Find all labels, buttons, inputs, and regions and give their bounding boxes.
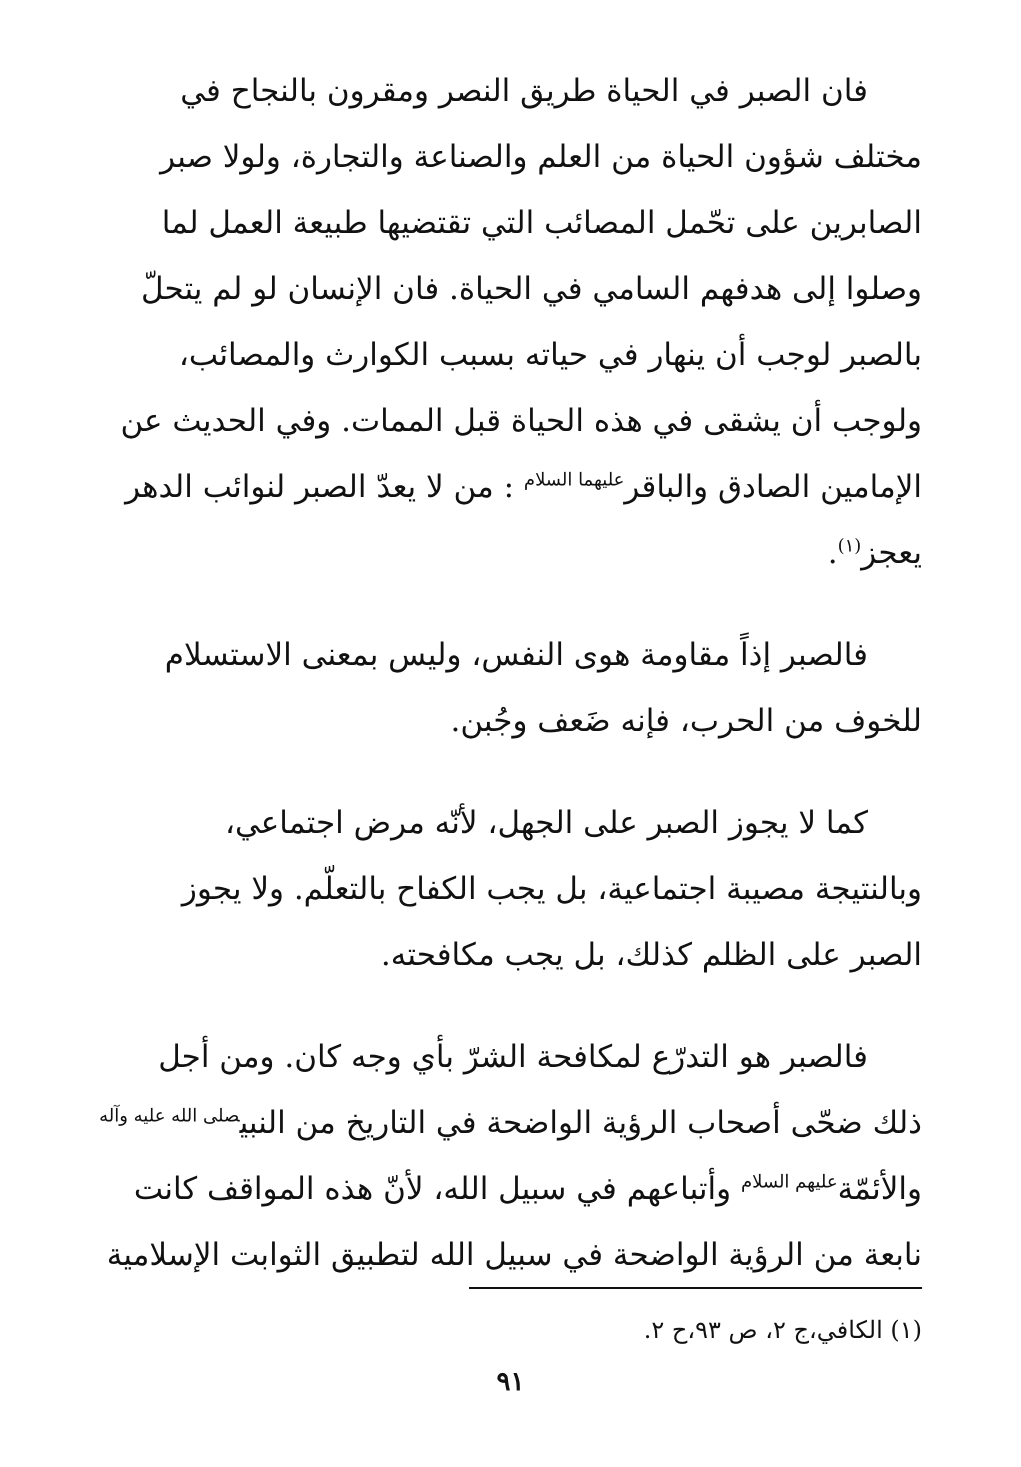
paragraph-4-line-3-end: وأتباعهم في سبيل الله، لأنّ هذه المواقف كانت	[133, 1171, 741, 1207]
paragraph-1-line-5: بالصبر لوجب أن ينهار في حياته بسبب الكوارث والمصائب،	[178, 337, 922, 373]
footnote-separator	[469, 1287, 922, 1289]
paragraph-3-line-3: الصبر على الظلم كذلك، بل يجب مكافحته.	[380, 937, 922, 973]
paragraph-3	[98, 790, 922, 988]
paragraph-1	[98, 58, 922, 586]
paragraph-1-line-8-end: .	[827, 535, 838, 571]
paragraph-3-line-1: كما لا يجوز الصبر على الجهل، لأنّه مرض اجتماعي،	[224, 805, 868, 841]
paragraph-2	[98, 622, 922, 754]
paragraph-4-line-1: فالصبر هو التدرّع لمكافحة الشرّ بأي وجه كان. ومن أجل	[158, 1039, 868, 1075]
honorific-mark: عليهم السلام	[741, 1171, 838, 1193]
footnote: (١) الكافي،ج ٢، ص ٩٣،ح ٢.	[643, 1316, 922, 1344]
paragraph-gap	[98, 988, 922, 1024]
paragraph-4-line-3-start: والأئمّة	[837, 1171, 922, 1207]
honorific-mark: صلى الله عليه وآله	[99, 1105, 240, 1127]
paragraph-2-line-1: فالصبر إذاً مقاومة هوى النفس، وليس بمعنى الاستسلام	[164, 637, 868, 673]
paragraph-4-line-2: ذلك ضحّى أصحاب الرؤية الواضحة في التاريخ من النبي	[239, 1105, 922, 1141]
paragraph-1-line-8: يعجز	[861, 535, 922, 571]
paragraph-1-line-6: ولوجب أن يشقى في هذه الحياة قبل الممات. وفي الحديث عن	[120, 403, 922, 439]
page-number: ٩١	[496, 1367, 525, 1397]
paragraph-1-line-7-start: الإمامين الصادق والباقر	[624, 469, 922, 505]
paragraph-gap	[98, 586, 922, 622]
paragraph-1-line-4: وصلوا إلى هدفهم السامي في الحياة. فان الإنسان لو لم يتحلّ	[140, 271, 922, 307]
paragraph-1-line-2: مختلف شؤون الحياة من العلم والصناعة والتجارة، ولولا صبر	[160, 139, 922, 175]
paragraph-1-line-7-end: : من لا يعدّ الصبر لنوائب الدهر	[125, 469, 524, 505]
paragraph-3-line-2: وبالنتيجة مصيبة اجتماعية، بل يجب الكفاح بالتعلّم. ولا يجوز	[181, 871, 922, 907]
honorific-mark: عليهما السلام	[523, 469, 625, 491]
paragraph-2-line-2: للخوف من الحرب، فإنه ضَعف وجُبن.	[450, 703, 922, 739]
paragraph-gap	[98, 754, 922, 790]
paragraph-1-line-3: الصابرين على تحّمل المصائب التي تقتضيها طبيعة العمل لما	[161, 205, 922, 241]
paragraph-4	[98, 1024, 922, 1288]
paragraph-4-line-4: نابعة من الرؤية الواضحة في سبيل الله لتطبيق الثوابت الإسلامية	[106, 1237, 922, 1273]
footnote-reference: (١)	[837, 535, 862, 557]
page-body	[98, 58, 922, 1288]
paragraph-1-line-1: فان الصبر في الحياة طريق النصر ومقرون بالنجاح في	[180, 73, 868, 109]
